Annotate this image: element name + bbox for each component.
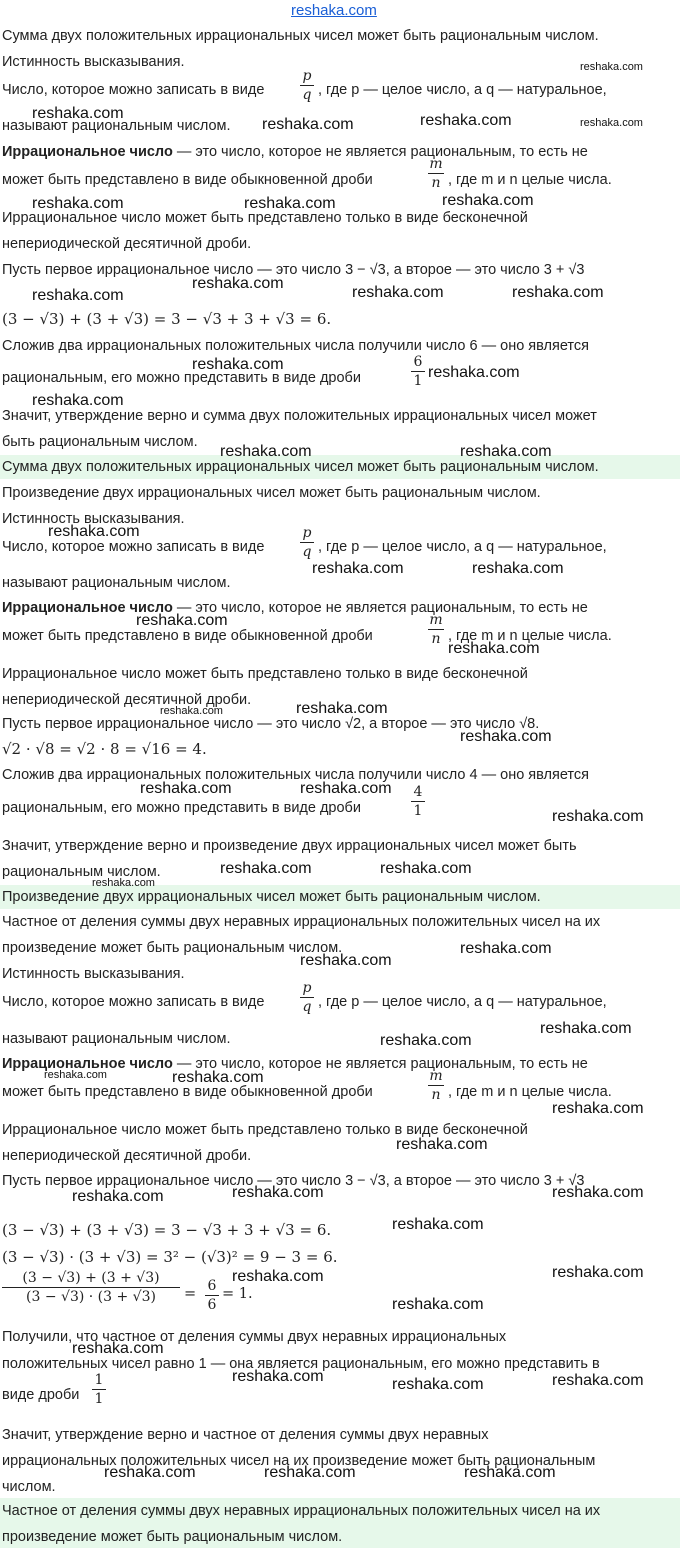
watermark: reshaka.com xyxy=(32,392,124,409)
block2-product-result-a: Сложив два иррациональных положительных числа получили число 4 — оно является xyxy=(2,767,589,783)
watermark: reshaka.com xyxy=(312,560,404,577)
watermark: reshaka.com xyxy=(472,560,564,577)
watermark: reshaka.com xyxy=(296,700,388,717)
site-link[interactable]: reshaka.com xyxy=(291,2,377,19)
watermark: reshaka.com xyxy=(44,1069,107,1081)
block2-irrational-def-line2: может быть представлено в виде обыкновенной дроби xyxy=(2,628,373,644)
watermark: reshaka.com xyxy=(32,195,124,212)
watermark: reshaka.com xyxy=(512,284,604,301)
watermark: reshaka.com xyxy=(392,1296,484,1313)
watermark: reshaka.com xyxy=(580,61,643,73)
watermark: reshaka.com xyxy=(552,1264,644,1281)
watermark: reshaka.com xyxy=(140,780,232,797)
block3-irrational-def-line2-tail: , где m и n целые числа. xyxy=(448,1084,612,1100)
block1-irrational-def-line2: может быть представлено в виде обыкновенной дроби xyxy=(2,172,373,188)
block1-fraction-m-n: m n xyxy=(429,156,443,191)
watermark: reshaka.com xyxy=(220,443,312,460)
watermark: reshaka.com xyxy=(552,1100,644,1117)
watermark: reshaka.com xyxy=(396,1136,488,1153)
watermark: reshaka.com xyxy=(552,1184,644,1201)
watermark: reshaka.com xyxy=(352,284,444,301)
block3-statement-b: произведение может быть рациональным числом. xyxy=(2,940,343,956)
block3-equation-product: (3 − √3) · (3 + √3) = 3² − (√3)² = 9 − 3 = 6. xyxy=(2,1248,338,1266)
block3-quotient-result: = 1. xyxy=(222,1286,253,1302)
block3-got-b: положительных чисел равно 1 — она является рациональным, его можно представить в xyxy=(2,1356,600,1372)
block1-rational-def-pre: Число, которое можно записать в виде xyxy=(2,82,265,98)
block3-got-c: виде дроби xyxy=(2,1387,80,1403)
block1-sum-result-a: Сложив два иррациональных положительных числа получили число 6 — оно является xyxy=(2,338,589,354)
block3-fraction-m-n: m n xyxy=(429,1068,443,1103)
irrational-def-rest: — это число, которое не является рациональным, то есть не xyxy=(172,600,588,616)
watermark: reshaka.com xyxy=(552,1372,644,1389)
watermark: reshaka.com xyxy=(300,952,392,969)
block2-truth: Истинность высказывания. xyxy=(2,511,185,527)
watermark: reshaka.com xyxy=(540,1020,632,1037)
block2-statement: Произведение двух иррациональных чисел может быть рациональным числом. xyxy=(2,485,541,501)
block1-irrational-decimal-2: непериодической десятичной дроби. xyxy=(2,236,252,252)
watermark: reshaka.com xyxy=(32,287,124,304)
block1-rational-def-mid: , где p — целое число, а q — натуральное, xyxy=(318,82,607,98)
watermark: reshaka.com xyxy=(172,1069,264,1086)
irrational-term: Иррациональное число xyxy=(2,600,173,616)
block3-rational-def-pre: Число, которое можно записать в виде xyxy=(2,994,265,1010)
block3-answer-b: произведение может быть рациональным числом. xyxy=(2,1529,343,1545)
watermark: reshaka.com xyxy=(136,612,228,629)
watermark: reshaka.com xyxy=(460,940,552,957)
block2-irrational-def-line2-tail: , где m и n целые числа. xyxy=(448,628,612,644)
block3-conclusion-b: иррациональных положительных чисел на их произведение может быть рациональным xyxy=(2,1453,596,1469)
block3-irrational-def-line2: может быть представлено в виде обыкновенной дроби xyxy=(2,1084,373,1100)
watermark: reshaka.com xyxy=(92,877,155,889)
block3-equals-sign: = xyxy=(184,1286,197,1302)
watermark: reshaka.com xyxy=(72,1188,164,1205)
block3-fraction-6-6: 6 6 xyxy=(205,1278,219,1313)
block3-conclusion-c: числом. xyxy=(2,1479,56,1495)
watermark: reshaka.com xyxy=(380,860,472,877)
watermark: reshaka.com xyxy=(442,192,534,209)
block3-fraction-quotient: (3 − √3) + (3 + √3) (3 − √3) · (3 + √3) xyxy=(2,1270,180,1305)
block2-fraction-m-n: m n xyxy=(429,612,443,647)
block1-sum-result-b: рациональным, его можно представить в виде дроби xyxy=(2,370,361,386)
watermark: reshaka.com xyxy=(428,364,520,381)
block3-rational-def-tail: называют рациональным числом. xyxy=(2,1031,231,1047)
watermark: reshaka.com xyxy=(220,860,312,877)
watermark: reshaka.com xyxy=(160,705,223,717)
block2-irrational-decimal-1: Иррациональное число может быть представлено только в виде бесконечной xyxy=(2,666,528,682)
watermark: reshaka.com xyxy=(300,780,392,797)
watermark: reshaka.com xyxy=(262,116,354,133)
block1-let-numbers: Пусть первое иррациональное число — это число 3 − √3, а второе — это число 3 + √3 xyxy=(2,262,585,278)
block3-irrational-decimal-1: Иррациональное число может быть представлено только в виде бесконечной xyxy=(2,1122,528,1138)
block3-irrational-decimal-2: непериодической десятичной дроби. xyxy=(2,1148,252,1164)
watermark: reshaka.com xyxy=(232,1268,324,1285)
block1-fraction-6-1: 6 1 xyxy=(411,354,425,389)
watermark: reshaka.com xyxy=(244,195,336,212)
watermark: reshaka.com xyxy=(552,808,644,825)
block2-conclusion-b: рациональным числом. xyxy=(2,864,161,880)
watermark: reshaka.com xyxy=(104,1464,196,1481)
block1-conclusion-b: быть рациональным числом. xyxy=(2,434,198,450)
watermark: reshaka.com xyxy=(460,443,552,460)
block2-product-result-b: рациональным, его можно представить в виде дроби xyxy=(2,800,361,816)
watermark: reshaka.com xyxy=(464,1464,556,1481)
block1-irrational-def xyxy=(2,144,588,160)
block3-rational-def-mid: , где p — целое число, а q — натуральное, xyxy=(318,994,607,1010)
block3-got-a: Получили, что частное от деления суммы двух неравных иррациональных xyxy=(2,1329,507,1345)
watermark: reshaka.com xyxy=(232,1184,324,1201)
block3-conclusion-a: Значит, утверждение верно и частное от деления суммы двух неравных xyxy=(2,1427,489,1443)
watermark: reshaka.com xyxy=(448,640,540,657)
block1-irrational-def-line2-tail: , где m и n целые числа. xyxy=(448,172,612,188)
block2-equation-product: √2 · √8 = √2 · 8 = √16 = 4. xyxy=(2,740,207,758)
watermark: reshaka.com xyxy=(380,1032,472,1049)
watermark: reshaka.com xyxy=(264,1464,356,1481)
watermark: reshaka.com xyxy=(32,105,124,122)
block1-equation-sum: (3 − √3) + (3 + √3) = 3 − √3 + 3 + √3 = 6. xyxy=(2,310,332,328)
irrational-def-rest: — это число, которое не является рациональным, то есть не xyxy=(172,144,588,160)
block1-conclusion-a: Значит, утверждение верно и сумма двух положительных иррациональных чисел может xyxy=(2,408,597,424)
watermark: reshaka.com xyxy=(232,1368,324,1385)
watermark: reshaka.com xyxy=(72,1340,164,1357)
irrational-def-rest: — это число, которое не является рациональным, то есть не xyxy=(172,1056,588,1072)
block3-truth: Истинность высказывания. xyxy=(2,966,185,982)
block1-irrational-decimal-1: Иррациональное число может быть представлено только в виде бесконечной xyxy=(2,210,528,226)
irrational-term: Иррациональное число xyxy=(2,144,173,160)
block2-rational-def-mid: , где p — целое число, а q — натуральное, xyxy=(318,539,607,555)
block1-statement: Сумма двух положительных иррациональных чисел может быть рациональным числом. xyxy=(2,28,599,44)
watermark: reshaka.com xyxy=(192,356,284,373)
watermark: reshaka.com xyxy=(580,117,643,129)
block3-equation-sum: (3 − √3) + (3 + √3) = 3 − √3 + 3 + √3 = 6. xyxy=(2,1221,332,1239)
block1-answer: Сумма двух положительных иррациональных чисел может быть рациональным числом. xyxy=(2,459,599,475)
block2-irrational-decimal-2: непериодической десятичной дроби. xyxy=(2,692,252,708)
block2-let-numbers: Пусть первое иррациональное число — это число √2, а второе — это число √8. xyxy=(2,716,540,732)
watermark: reshaka.com xyxy=(420,112,512,129)
block2-rational-def-tail: называют рациональным числом. xyxy=(2,575,231,591)
block3-answer-a: Частное от деления суммы двух неравных иррациональных положительных чисел на их xyxy=(2,1503,601,1519)
watermark: reshaka.com xyxy=(392,1216,484,1233)
watermark: reshaka.com xyxy=(460,728,552,745)
block3-fraction-p-q: p q xyxy=(300,980,314,1015)
block1-truth: Истинность высказывания. xyxy=(2,54,185,70)
block2-rational-def-pre: Число, которое можно записать в виде xyxy=(2,539,265,555)
watermark: reshaka.com xyxy=(48,523,140,540)
block1-rational-def-tail: называют рациональным числом. xyxy=(2,118,231,134)
block2-irrational-def xyxy=(2,600,588,616)
block2-fraction-p-q: p q xyxy=(300,525,314,560)
block2-answer: Произведение двух иррациональных чисел может быть рациональным числом. xyxy=(2,889,541,905)
watermark: reshaka.com xyxy=(192,275,284,292)
block3-let-numbers: Пусть первое иррациональное число — это число 3 − √3, а второе — это число 3 + √3 xyxy=(2,1173,585,1189)
block1-fraction-p-q: p q xyxy=(300,68,314,103)
block3-statement-a: Частное от деления суммы двух неравных иррациональных положительных чисел на их xyxy=(2,914,601,930)
block2-fraction-4-1: 4 1 xyxy=(411,784,425,819)
block2-conclusion-a: Значит, утверждение верно и произведение двух иррациональных чисел может быть xyxy=(2,838,577,854)
watermark: reshaka.com xyxy=(392,1376,484,1393)
block3-fraction-1-1: 1 1 xyxy=(92,1372,106,1407)
irrational-term: Иррациональное число xyxy=(2,1056,173,1072)
